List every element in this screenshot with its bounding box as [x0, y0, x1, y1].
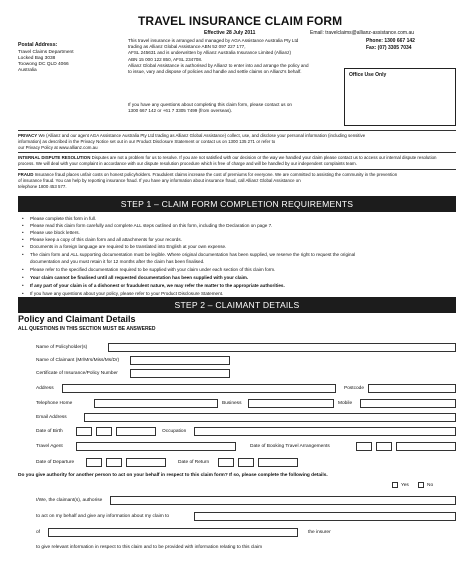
requirement-item: • The claim form and ALL supporting documentation must be legible. Where original documentation has been supplied, we reserve the right to request the original [22, 252, 356, 257]
contact-fax: Fax: (07) 3305 7034 [366, 45, 412, 51]
yes-label: Yes [401, 483, 409, 488]
policyholder-label: Name of Policyholder(s) [36, 345, 88, 350]
booking-year-field[interactable] [396, 442, 456, 451]
requirement-item: • Please complete this form in full. [22, 216, 97, 221]
effective-date: Effective 28 July 2011 [204, 30, 256, 36]
travel-agent-field[interactable] [76, 442, 236, 451]
policyholder-field[interactable] [108, 343, 456, 352]
fraud-line: telephone 1800 453 577. [18, 184, 67, 189]
privacy-line: our Privacy Policy at www.allianz.com.au [18, 145, 98, 150]
business-field[interactable] [248, 399, 334, 408]
claimant-field[interactable] [130, 356, 230, 365]
bullet-icon: • [22, 275, 24, 280]
fraud-paragraph [18, 172, 454, 190]
bullet-icon: • [22, 244, 24, 249]
bullet-icon: • [22, 230, 24, 235]
authority-question: Do you give authority for another person to act on your behalf in respect to this claim form? If so, please complete the following details. [18, 473, 328, 478]
issuer-statement [128, 38, 348, 75]
return-year-field[interactable] [258, 458, 298, 467]
email-field[interactable] [84, 413, 456, 422]
postal-line: Toowong DC QLD 4066 [18, 62, 69, 67]
requirement-item: • Please read this claim form carefully and complete ALL steps outlined on this form, including the Declaration on page 7. [22, 223, 273, 228]
postal-line: Locked Bag 3038 [18, 56, 56, 61]
authority-yes-checkbox[interactable] [392, 482, 398, 488]
business-label: Business [222, 401, 242, 406]
address-field[interactable] [62, 384, 336, 393]
occupation-label: Occupation [162, 429, 187, 434]
section-title: Policy and Claimant Details [18, 314, 136, 324]
occupation-field[interactable] [194, 427, 456, 436]
of-label: of [36, 530, 41, 535]
authority-line-label: I/We, the claimant(s), authorise [36, 498, 103, 503]
departure-year-field[interactable] [126, 458, 166, 467]
postcode-label: Postcode [344, 386, 365, 391]
authority-no-checkbox[interactable] [418, 482, 424, 488]
form-title: TRAVEL INSURANCE CLAIM FORM [138, 14, 343, 28]
requirement-item: • If you have any questions about your policy, please refer to your Product Disclosure Statement. [22, 291, 224, 296]
fraud-line: Insurance fraud places unfair costs on honest policyholders. Fraudulent claims increase the cost of premiums for everyone. We are committed to assisting the community in the prevention [34, 172, 398, 177]
telephone-field[interactable] [94, 399, 218, 408]
insurer-label: the insurer [308, 530, 331, 535]
divider [18, 169, 456, 170]
telephone-label: Telephone Home [36, 401, 73, 406]
requirement-item: • Please keep a copy of this claim form and all attachments for your records. [22, 237, 182, 242]
email-label: Email Address [36, 415, 67, 420]
departure-month-field[interactable] [106, 458, 122, 467]
return-label: Date of Return [178, 460, 210, 465]
requirement-item: documentation and you must retain it for 12 months after the claim has been finalised. [30, 259, 205, 264]
postal-line: Australia [18, 68, 37, 73]
no-label: No [427, 483, 434, 488]
postal-heading: Postal Address: [18, 42, 58, 48]
address-of-field[interactable] [48, 528, 298, 537]
return-day-field[interactable] [218, 458, 234, 467]
certificate-field[interactable] [130, 369, 230, 378]
contact-phone: Phone: 1300 667 142 [366, 38, 415, 44]
postcode-field[interactable] [368, 384, 456, 393]
dob-day-field[interactable] [76, 427, 92, 436]
act-on-behalf-field[interactable] [194, 512, 456, 521]
requirement-item: • If any part of your claim is of a dishonest or fraudulent nature, we may refer the matter to the appropriate authorities. [22, 283, 285, 288]
dob-month-field[interactable] [96, 427, 112, 436]
bullet-icon: • [22, 223, 24, 228]
return-month-field[interactable] [238, 458, 254, 467]
section-subtitle: ALL QUESTIONS IN THIS SECTION MUST BE ANSWERED [18, 326, 156, 332]
dob-label: Date of Birth [36, 429, 63, 434]
booking-month-field[interactable] [376, 442, 392, 451]
fraud-heading: FRAUD [18, 172, 34, 177]
dispute-line: Disputes are not a problem for us to resolve. If you are not satisfied with our decision or the way we handled your claim please contact us to access our internal dispute resolution [91, 155, 437, 160]
issuer-line: This travel insurance is arranged and managed by AGA Assistance Australia Pty Ltd [128, 38, 299, 43]
claimant-label: Name of Claimant (Mr/Mrs/Miss/Ms/Dr) [36, 358, 120, 363]
authorised-person-field[interactable] [110, 496, 456, 505]
issuer-line: AFSL 245631 and is underwritten by Allianz Australia Insurance Limited (Allianz) [128, 50, 291, 56]
divider [18, 130, 456, 131]
requirement-item: • Documents in a foreign language are required to be translated into English at your own expense. [22, 244, 227, 249]
contact-statement [128, 102, 348, 114]
dispute-paragraph [18, 155, 454, 167]
office-use-box [344, 68, 456, 126]
bullet-icon: • [22, 267, 24, 272]
to-act-label: to act on my behalf and give any information about my claim to [36, 514, 170, 519]
office-use-label: Office Use Only [349, 72, 387, 78]
to-give-label: to give relevant information in respect to this claim and to be provided with information relating to this claim [36, 545, 263, 550]
bullet-icon: • [22, 252, 24, 257]
booking-date-label: Date of Booking Travel Arrangements [250, 444, 330, 449]
bullet-icon: • [22, 216, 24, 221]
divider [18, 152, 456, 153]
booking-day-field[interactable] [356, 442, 372, 451]
privacy-line: We (Allianz and our agent AGA Assistance Australia Pty Ltd trading as Allianz Global Assistance) collect, use, and disclose your personal information (including sensitive [38, 133, 366, 138]
mobile-field[interactable] [360, 399, 456, 408]
travel-agent-label: Travel Agent [36, 444, 63, 449]
bullet-icon: • [22, 237, 24, 242]
bullet-icon: • [22, 283, 24, 288]
requirement-item: • Please use block letters. [22, 230, 80, 235]
claim-form-page [18, 14, 456, 566]
departure-day-field[interactable] [86, 458, 102, 467]
step1-banner: STEP 1 – CLAIM FORM COMPLETION REQUIREMENTS [18, 196, 456, 212]
departure-label: Date of Departure [36, 460, 75, 465]
privacy-heading: PRIVACY [18, 133, 38, 138]
requirement-item: • Please refer to the specified documentation required to be supplied with your claim under each section of this claim form. [22, 267, 276, 272]
fraud-line: of insurance fraud. You can help by reporting insurance fraud. If you have any information about insurance fraud, call Allianz Global Assistance on [18, 178, 301, 183]
issuer-line: trading as Allianz Global Assistance ABN 52 097 227 177, [128, 44, 246, 50]
certificate-label: Certificate of Insurance/Policy Number [36, 371, 118, 376]
issuer-line: to issue, vary and dispose of policies and handle and settle claims on Allianz's behalf. [128, 69, 302, 75]
privacy-line: information) as described in the Privacy Notice set out in our Product Disclosure Statement or contact us on 1300 135 271 or refer to [18, 139, 276, 144]
bullet-icon: • [22, 291, 24, 296]
address-label: Address [36, 386, 54, 391]
step2-banner: STEP 2 – CLAIMANT DETAILS [18, 297, 456, 313]
dispute-line: process. We will deal with your complaint in accordance with our dispute resolution procedure which is free of charge and will be handled by our independent complaints team. [18, 161, 357, 166]
dispute-heading: INTERNAL DISPUTE RESOLUTION [18, 155, 91, 160]
privacy-paragraph [18, 133, 454, 151]
mobile-label: Mobile [338, 401, 353, 406]
contact-line: If you have any questions about completing this claim form, please contact us on [128, 102, 292, 107]
requirement-item: • Your claim cannot be finalised until all requested documentation has been supplied with your claim. [22, 275, 249, 280]
postal-line: Travel Claims Department [18, 50, 74, 55]
dob-year-field[interactable] [116, 427, 156, 436]
contact-email: Email: travelclaims@allianz-assistance.com.au [310, 30, 414, 36]
issuer-line: Allianz Global Assistance is authorised by Allianz to enter into and arrange the policy and [128, 62, 309, 68]
contact-line: 1300 667 142 or +61 7 3305 7499 (from overseas). [128, 108, 233, 114]
issuer-line: ABN 15 000 122 850, AFSL 234708. [128, 56, 203, 62]
